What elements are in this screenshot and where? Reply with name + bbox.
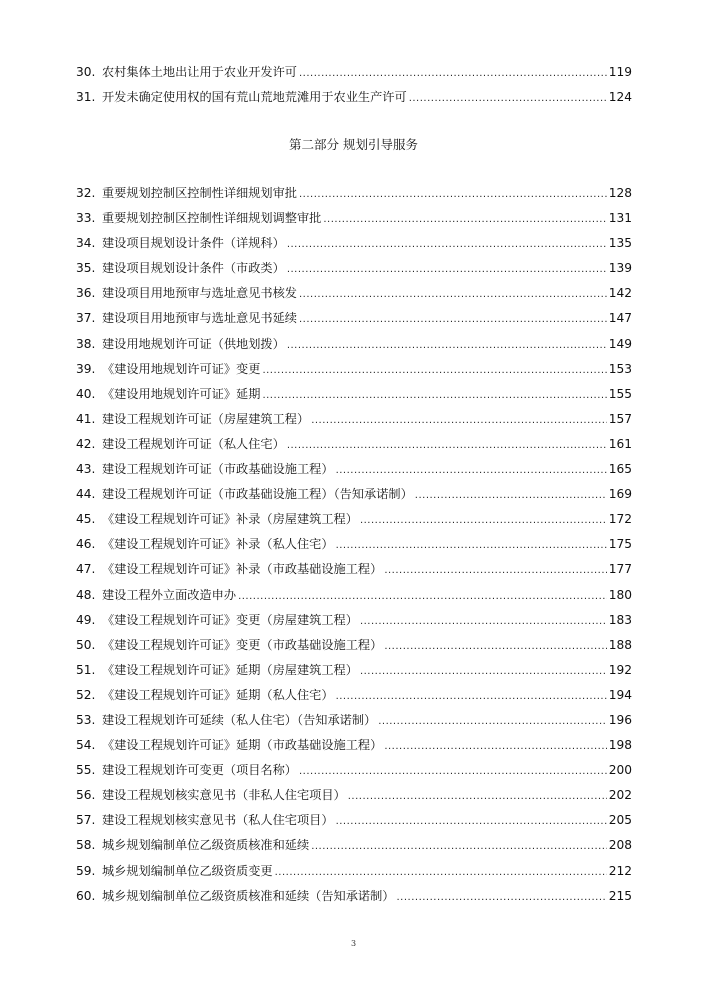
toc-entry[interactable] bbox=[76, 256, 632, 281]
toc-entry-number: 38. bbox=[76, 336, 96, 351]
toc-entry[interactable] bbox=[76, 808, 632, 833]
toc-entry[interactable] bbox=[76, 85, 632, 110]
toc-dot-leader bbox=[299, 307, 607, 332]
toc-entry-page: 200 bbox=[608, 763, 632, 778]
toc-entry-number: 56. bbox=[76, 788, 96, 803]
toc-entry-number: 35. bbox=[76, 261, 96, 276]
toc-dot-leader bbox=[384, 634, 606, 659]
toc-dot-leader bbox=[336, 809, 607, 834]
toc-entry-page: 202 bbox=[608, 788, 632, 803]
toc-entry-page: 157 bbox=[608, 411, 632, 426]
toc-entry[interactable] bbox=[76, 658, 632, 683]
toc-entry[interactable] bbox=[76, 432, 632, 457]
toc-dot-leader bbox=[348, 784, 607, 809]
toc-entry-title: 《建设工程规划许可证》延期（私人住宅） bbox=[102, 687, 334, 702]
toc-entry-number: 41. bbox=[76, 411, 96, 426]
toc-entry[interactable] bbox=[76, 306, 632, 331]
toc-entry-page: 142 bbox=[608, 286, 632, 301]
toc-dot-leader bbox=[336, 684, 607, 709]
toc-entry[interactable] bbox=[76, 583, 632, 608]
toc-entry[interactable] bbox=[76, 758, 632, 783]
toc-entry-page: 205 bbox=[608, 813, 632, 828]
toc-entry-title: 建设工程规划许可延续（私人住宅）（告知承诺制） bbox=[102, 712, 377, 727]
toc-entry[interactable] bbox=[76, 407, 632, 432]
toc-dot-leader bbox=[287, 257, 607, 282]
toc-entry-title: 建设工程规划核实意见书（私人住宅项目） bbox=[102, 813, 334, 828]
toc-dot-leader bbox=[287, 232, 607, 257]
toc-dot-leader bbox=[336, 533, 607, 558]
toc-entry-title: 《建设工程规划许可证》延期（房屋建筑工程） bbox=[102, 662, 358, 677]
toc-entry-title: 《建设工程规划许可证》变更（市政基础设施工程） bbox=[102, 637, 383, 652]
toc-entry-title: 重要规划控制区控制性详细规划调整审批 bbox=[102, 211, 322, 226]
toc-entry[interactable] bbox=[76, 357, 632, 382]
toc-entry-title: 开发未确定使用权的国有荒山荒地荒滩用于农业生产许可 bbox=[102, 90, 407, 105]
toc-entry-page: 192 bbox=[608, 662, 632, 677]
toc-entry[interactable] bbox=[76, 181, 632, 206]
toc-entry-page: 198 bbox=[608, 738, 632, 753]
toc-entry-page: 169 bbox=[608, 487, 632, 502]
toc-entry-title: 重要规划控制区控制性详细规划审批 bbox=[102, 186, 297, 200]
toc-dot-leader bbox=[262, 358, 606, 383]
toc-entry-page: 147 bbox=[608, 311, 632, 326]
toc-entry-title: 《建设工程规划许可证》变更（房屋建筑工程） bbox=[102, 612, 358, 627]
toc-entry-number: 47. bbox=[76, 562, 96, 577]
toc-entry[interactable] bbox=[76, 633, 632, 658]
toc-entry-number: 45. bbox=[76, 512, 96, 527]
toc-entry-page: 149 bbox=[608, 336, 632, 351]
toc-entry-title: 建设工程外立面改造申办 bbox=[102, 587, 237, 602]
toc-dot-leader bbox=[299, 182, 607, 207]
toc-entry-number: 51. bbox=[76, 662, 96, 677]
toc-entry[interactable] bbox=[76, 206, 632, 231]
toc-entry[interactable] bbox=[76, 332, 632, 357]
toc-dot-leader bbox=[299, 61, 607, 86]
toc-entry[interactable] bbox=[76, 783, 632, 808]
toc-entry-number: 36. bbox=[76, 286, 96, 301]
toc-entry[interactable] bbox=[76, 532, 632, 557]
toc-entry-number: 57. bbox=[76, 813, 96, 828]
toc-entry-page: 183 bbox=[608, 612, 632, 627]
toc-entry-number: 59. bbox=[76, 863, 96, 878]
toc-entry[interactable] bbox=[76, 557, 632, 582]
toc-entry[interactable] bbox=[76, 833, 632, 858]
toc-dot-leader bbox=[275, 860, 607, 885]
toc-entry-number: 42. bbox=[76, 436, 96, 451]
toc-dot-leader bbox=[378, 709, 607, 734]
toc-entry-number: 49. bbox=[76, 612, 96, 627]
toc-entry-number: 54. bbox=[76, 738, 96, 753]
toc-entry-number: 32. bbox=[76, 186, 96, 200]
toc-entry-title: 建设项目用地预审与选址意见书延续 bbox=[102, 311, 297, 326]
toc-entry[interactable] bbox=[76, 708, 632, 733]
toc-entry[interactable] bbox=[76, 507, 632, 532]
toc-entry[interactable] bbox=[76, 859, 632, 884]
toc-entry-title: 建设工程规划许可变更（项目名称） bbox=[102, 763, 297, 778]
toc-entry-title: 建设项目规划设计条件（详规科） bbox=[102, 236, 285, 251]
toc-entry-title: 建设项目规划设计条件（市政类） bbox=[102, 261, 285, 276]
toc-entry-page: 172 bbox=[608, 512, 632, 527]
toc-entry-title: 建设用地规划许可证（供地划拨） bbox=[102, 336, 285, 351]
toc-entry-page: 128 bbox=[608, 186, 632, 200]
toc-dot-leader bbox=[238, 584, 607, 609]
toc-entry-page: 177 bbox=[608, 562, 632, 577]
toc-entry-page: 196 bbox=[608, 712, 632, 727]
toc-entry-page: 212 bbox=[608, 863, 632, 878]
toc-entry-page: 124 bbox=[608, 90, 632, 105]
toc-dot-leader bbox=[323, 207, 606, 232]
toc-dot-leader bbox=[384, 558, 606, 583]
toc-dot-leader bbox=[409, 86, 607, 111]
toc-entry[interactable] bbox=[76, 457, 632, 482]
toc-dot-leader bbox=[299, 282, 607, 307]
toc-entry-title: 建设项目用地预审与选址意见书核发 bbox=[102, 286, 297, 301]
toc-entry-page: 135 bbox=[608, 236, 632, 251]
toc-entry-title: 建设工程规划许可证（私人住宅） bbox=[102, 436, 285, 451]
toc-entry-title: 建设工程规划许可证（市政基础设施工程）（告知承诺制） bbox=[102, 487, 413, 502]
toc-entry-title: 城乡规划编制单位乙级资质核准和延续（告知承诺制） bbox=[102, 888, 395, 903]
toc-entry-number: 34. bbox=[76, 236, 96, 251]
toc-entry-number: 50. bbox=[76, 637, 96, 652]
toc-entry-page: 215 bbox=[608, 888, 632, 903]
toc-entry-page: 208 bbox=[608, 838, 632, 853]
toc-dot-leader bbox=[397, 885, 607, 910]
toc-entry-page: 139 bbox=[608, 261, 632, 276]
toc-dot-leader bbox=[311, 408, 607, 433]
toc-entry-number: 55. bbox=[76, 763, 96, 778]
toc-entry-title: 《建设工程规划许可证》补录（私人住宅） bbox=[102, 537, 334, 552]
toc-dot-leader bbox=[287, 433, 607, 458]
toc-entry-title: 《建设工程规划许可证》补录（房屋建筑工程） bbox=[102, 512, 358, 527]
toc-dot-leader bbox=[336, 458, 607, 483]
toc-entry-number: 53. bbox=[76, 712, 96, 727]
toc-dot-leader bbox=[287, 333, 607, 358]
toc-entry-number: 58. bbox=[76, 838, 96, 853]
toc-entry[interactable] bbox=[76, 382, 632, 407]
toc-entry-page: 153 bbox=[608, 361, 632, 376]
toc-entry-title: 《建设用地规划许可证》延期 bbox=[102, 386, 261, 401]
toc-dot-leader bbox=[415, 483, 607, 508]
page-number: 3 bbox=[350, 939, 357, 948]
toc-entry-title: 建设工程规划许可证（房屋建筑工程） bbox=[102, 411, 310, 426]
toc-entry-number: 40. bbox=[76, 386, 96, 401]
toc-entry-title: 《建设工程规划许可证》补录（市政基础设施工程） bbox=[102, 562, 383, 577]
toc-dot-leader bbox=[360, 659, 607, 684]
toc-entry-page: 119 bbox=[608, 65, 632, 79]
toc-entry-number: 31. bbox=[76, 90, 96, 105]
toc-entry-number: 60. bbox=[76, 888, 96, 903]
section-title: 第二部分 规划引导服务 bbox=[289, 137, 418, 152]
toc-entry-number: 30. bbox=[76, 65, 96, 79]
toc-entry[interactable] bbox=[76, 231, 632, 256]
toc-entry[interactable] bbox=[76, 482, 632, 507]
toc-dot-leader bbox=[299, 759, 607, 784]
toc-entry[interactable] bbox=[76, 60, 632, 85]
toc-part2 bbox=[76, 181, 632, 909]
toc-entry-page: 175 bbox=[608, 537, 632, 552]
toc-entry-title: 建设工程规划许可证（市政基础设施工程） bbox=[102, 462, 334, 477]
toc-dot-leader bbox=[262, 383, 606, 408]
toc-entry-number: 52. bbox=[76, 687, 96, 702]
toc-entry-title: 《建设用地规划许可证》变更 bbox=[102, 361, 261, 376]
toc-entry-page: 131 bbox=[608, 211, 632, 226]
toc-entry[interactable] bbox=[76, 683, 632, 708]
toc-entry-title: 城乡规划编制单位乙级资质变更 bbox=[102, 863, 273, 878]
toc-entry-number: 33. bbox=[76, 211, 96, 226]
toc-entry[interactable] bbox=[76, 608, 632, 633]
toc-entry-title: 农村集体土地出让用于农业开发许可 bbox=[102, 65, 297, 79]
toc-entry-title: 城乡规划编制单位乙级资质核准和延续 bbox=[102, 838, 310, 853]
toc-entry-number: 43. bbox=[76, 462, 96, 477]
toc-entry-page: 155 bbox=[608, 386, 632, 401]
toc-part1 bbox=[76, 60, 632, 110]
toc-entry-page: 194 bbox=[608, 687, 632, 702]
toc-entry-page: 188 bbox=[608, 637, 632, 652]
toc-entry-page: 165 bbox=[608, 462, 632, 477]
toc-entry-number: 44. bbox=[76, 487, 96, 502]
toc-dot-leader bbox=[360, 609, 607, 634]
toc-dot-leader bbox=[311, 834, 607, 859]
toc-entry-title: 建设工程规划核实意见书（非私人住宅项目） bbox=[102, 788, 346, 803]
toc-dot-leader bbox=[384, 734, 606, 759]
toc-entry-page: 161 bbox=[608, 436, 632, 451]
toc-entry[interactable] bbox=[76, 884, 632, 909]
toc-entry-number: 37. bbox=[76, 311, 96, 326]
toc-entry-number: 39. bbox=[76, 361, 96, 376]
toc-entry-page: 180 bbox=[608, 587, 632, 602]
toc-dot-leader bbox=[360, 508, 607, 533]
toc-entry-title: 《建设工程规划许可证》延期（市政基础设施工程） bbox=[102, 738, 383, 753]
toc-entry-number: 48. bbox=[76, 587, 96, 602]
toc-entry[interactable] bbox=[76, 733, 632, 758]
toc-entry-number: 46. bbox=[76, 537, 96, 552]
toc-entry[interactable] bbox=[76, 281, 632, 306]
